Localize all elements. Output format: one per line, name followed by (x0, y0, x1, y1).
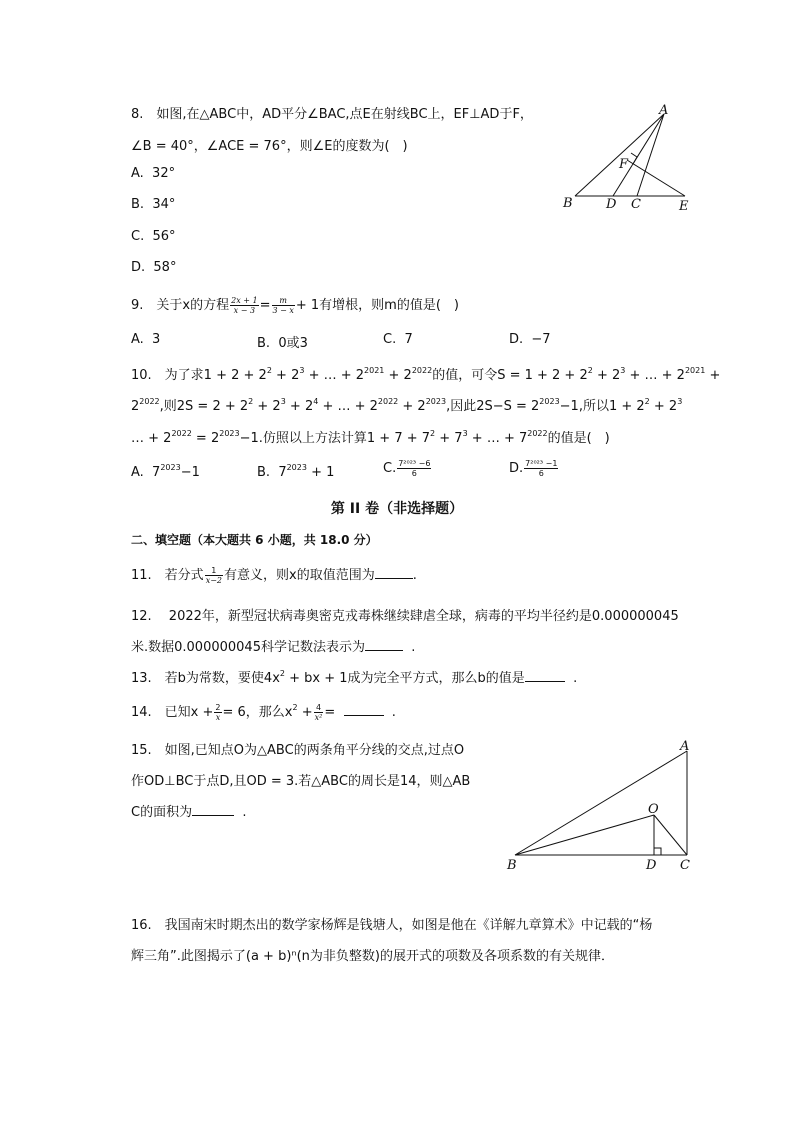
q10-option-d: D. $\frac{\text{7²⁰²³ −1}}{6}$ (509, 459, 558, 478)
q8-option-b: B. 34° (131, 197, 176, 212)
q10-option-c: C. $\frac{\text{7²⁰²³ −6}}{6}$ (383, 459, 431, 478)
fig8-label-c: C (631, 197, 641, 212)
q9-option-c: C. 7 (383, 332, 413, 347)
q11-answer-blank[interactable] (375, 567, 413, 579)
q14-stem: 14. 已知x + $\frac{2}{x}$ = 6，那么$x^2$ + $\frac{4}{\text{x²}}$ = . (131, 703, 396, 722)
section-title: 第 II 卷（非选择题） (330, 501, 464, 517)
fig15-label-a: A (680, 739, 690, 754)
q13-stem: 13. 若b为常数，要使$4x^2$ + bx + 1成为完全平方式，那么b的值是 . (131, 669, 578, 686)
q9-option-b: B. 0或3 (257, 336, 308, 351)
section2-heading: 二、填空题（本大题共 6 小题，共 18.0 分） (131, 533, 378, 547)
fig8-label-e: E (679, 199, 689, 214)
q12-answer-blank[interactable] (365, 639, 403, 651)
q15-triangle-figure (500, 735, 710, 875)
q9-option-d: D. −7 (509, 332, 551, 347)
fig15-label-d: D (646, 858, 657, 873)
q8-option-a: A. 32° (131, 166, 176, 181)
q15-line3: C的面积为 . (131, 805, 247, 820)
q12-line1: 12. 2022年，新型冠状病毒奥密克戎毒株继续肆虐全球，病毒的平均半径约是0.000000045 (131, 609, 679, 624)
q12-line2: 米.数据0.000000045科学记数法表示为 . (131, 640, 416, 655)
fig8-label-d: D (606, 197, 617, 212)
q14-answer-blank[interactable] (344, 704, 384, 716)
q8-line1: 8. 如图,在△ABC中，AD平分∠BAC,点E在射线BC上，EF⊥AD于F， (131, 107, 533, 122)
fig15-label-b: B (507, 858, 517, 873)
fig8-label-a: A (659, 103, 669, 118)
q11-stem: 11. 若分式 $\frac{1}{x-2}$ 有意义，则x的取值范围为 . (131, 566, 417, 585)
q15-line2: 作OD⊥BC于点D,且OD = 3.若△ABC的周长是14，则△AB (131, 774, 471, 789)
q15-line1: 15. 如图,已知点O为△ABC的两条角平分线的交点,过点O (131, 743, 465, 758)
q10-option-a: A. $7^{2023}-1$ (131, 463, 200, 480)
fig15-label-o: O (648, 802, 659, 817)
q8-option-c: C. 56° (131, 229, 176, 244)
q10-line1: 10. 为了求$1 + 2 + 2^2 + 2^3$ + … + $2^{2021} + 2^{2022}$的值，可令$S = 1 + 2 + 2^2 + 2^3$ + … + $2^{2021}$ + (131, 366, 721, 383)
q8-line2: ∠B = 40°，∠ACE = 76°，则∠E的度数为( ) (131, 139, 408, 154)
q13-answer-blank[interactable] (525, 670, 565, 682)
q8-triangle-figure (555, 100, 705, 220)
q10-option-b: B. $7^{2023} + 1$ (257, 463, 335, 480)
q16-line2: 辉三角”.此图揭示了(a + b)ⁿ(n为非负整数)的展开式的项数及各项系数的有关规律． (131, 949, 614, 964)
q9-stem: 9. 关于x的方程 $\frac{2x + 1}{x - 3}$ = $\frac{m}{3 - x}$ + 1有增根，则m的值是( ) (131, 296, 459, 315)
fig8-label-f: F (619, 157, 629, 172)
q16-line1: 16. 我国南宋时期杰出的数学家杨辉是钱塘人，如图是他在《详解九章算术》中记载的“杨 (131, 918, 653, 933)
q10-line2: $2^{2022}$,则$2S = 2 + 2^2 + 2^3 + 2^4$ + … + $2^{2022} + 2^{2023}$,因此$2S-S = 2^{2023}-1$,所以$1 + 2^2 + 2^3$ (131, 397, 683, 414)
q10-line3: … + $2^{2022} = 2^{2023}-1$.仿照以上方法计算$1 + 7 + 7^2 + 7^3$ + … + $7^{2022}$的值是( ) (131, 429, 610, 446)
q8-option-d: D. 58° (131, 260, 177, 275)
fig15-label-c: C (680, 858, 690, 873)
q9-option-a: A. 3 (131, 332, 161, 347)
q15-answer-blank[interactable] (192, 804, 234, 816)
fig8-label-b: B (563, 196, 573, 211)
